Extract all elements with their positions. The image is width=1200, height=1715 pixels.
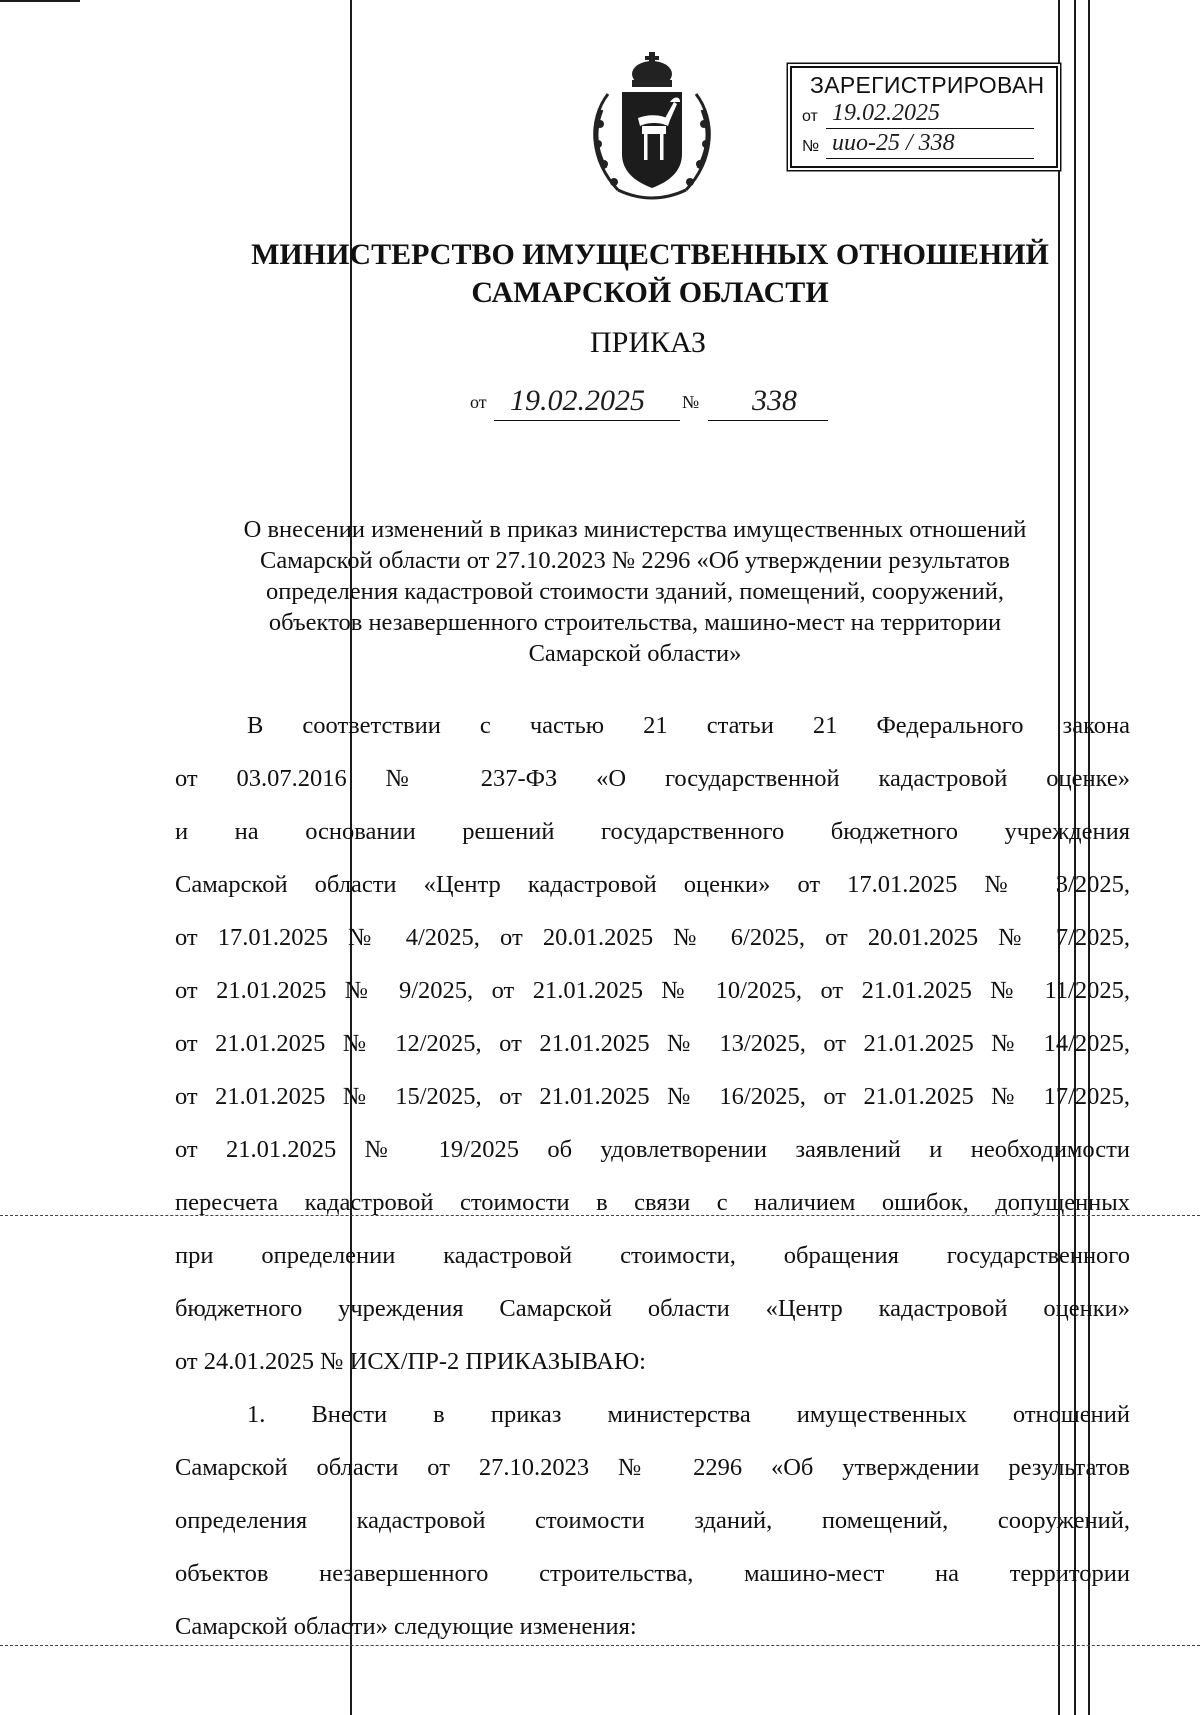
- coat-of-arms-emblem: [578, 50, 726, 202]
- title-line: объектов незавершенного строительства, машино-мест на территории: [268, 609, 1002, 636]
- stamp-number-line: [826, 158, 1034, 159]
- body-line: пересчета кадастровой стоимости в связи с наличием ошибок, допущенных: [175, 1189, 1130, 1216]
- title-line: Самарской области»: [528, 640, 742, 667]
- title-line: Самарской области от 27.10.2023 № 2296 «Об утверждении результатов: [260, 547, 1010, 574]
- title-line: О внесении изменений в приказ министерства имущественных отношений: [243, 516, 1027, 543]
- registration-stamp: [790, 66, 1058, 168]
- body-line: объектов незавершенного строительства, машино-мест на территории: [175, 1560, 1130, 1587]
- ministry-name-line2: САМАРСКОЙ ОБЛАСТИ: [471, 276, 829, 309]
- stamp-date-line: [826, 128, 1034, 129]
- body-line: 1. Внести в приказ министерства имущественных отношений: [247, 1401, 1130, 1428]
- body-line: от 21.01.2025 № 9/2025, от 21.01.2025 № 10/2025, от 21.01.2025 № 11/2025,: [175, 977, 1130, 1004]
- order-number-value: 338: [752, 384, 797, 417]
- stamp-title: ЗАРЕГИСТРИРОВАН: [810, 72, 1045, 98]
- document-type: ПРИКАЗ: [590, 326, 706, 359]
- body-line: Самарской области «Центр кадастровой оценки» от 17.01.2025 № 3/2025,: [175, 871, 1130, 898]
- order-date-value: 19.02.2025: [510, 384, 645, 417]
- body-line: от 21.01.2025 № 19/2025 об удовлетворении заявлений и необходимости: [175, 1136, 1130, 1163]
- scan-line: [0, 1645, 1200, 1646]
- body-line: от 03.07.2016 № 237-ФЗ «О государственной кадастровой оценке»: [175, 765, 1130, 792]
- order-number-label: №: [682, 392, 700, 412]
- body-line: от 21.01.2025 № 15/2025, от 21.01.2025 № 16/2025, от 21.01.2025 № 17/2025,: [175, 1083, 1130, 1110]
- order-title: [165, 514, 1105, 669]
- body-line: определения кадастровой стоимости зданий, помещений, сооружений,: [175, 1507, 1130, 1534]
- stamp-date-value: 19.02.2025: [832, 100, 940, 126]
- stamp-number-label: №: [802, 138, 820, 155]
- body-line: от 21.01.2025 № 12/2025, от 21.01.2025 № 13/2025, от 21.01.2025 № 14/2025,: [175, 1030, 1130, 1057]
- body-line: при определении кадастровой стоимости, обращения государственного: [175, 1242, 1130, 1269]
- body-line: Самарской области» следующие изменения:: [175, 1613, 637, 1640]
- ministry-name-line1: МИНИСТЕРСТВО ИМУЩЕСТВЕННЫХ ОТНОШЕНИЙ: [251, 238, 1049, 271]
- title-line: определения кадастровой стоимости зданий, помещений, сооружений,: [266, 578, 1004, 605]
- body-line: Самарской области от 27.10.2023 № 2296 «Об утверждении результатов: [175, 1454, 1130, 1481]
- order-date-line: [494, 420, 680, 421]
- stamp-date-label: от: [802, 108, 818, 125]
- stamp-number-value: иио-25 / 338: [832, 130, 955, 156]
- order-date-label: от: [470, 392, 487, 412]
- body-line: В соответствии с частью 21 статьи 21 Федерального закона: [247, 712, 1130, 739]
- order-number-line: [708, 420, 828, 421]
- body-line: от 24.01.2025 № ИСХ/ПР-2 ПРИКАЗЫВАЮ:: [175, 1348, 646, 1375]
- body-line: и на основании решений государственного бюджетного учреждения: [175, 818, 1130, 845]
- scan-line: [0, 0, 80, 2]
- body-line: от 17.01.2025 № 4/2025, от 20.01.2025 № 6/2025, от 20.01.2025 № 7/2025,: [175, 924, 1130, 951]
- body-line: бюджетного учреждения Самарской области «Центр кадастровой оценки»: [175, 1295, 1130, 1322]
